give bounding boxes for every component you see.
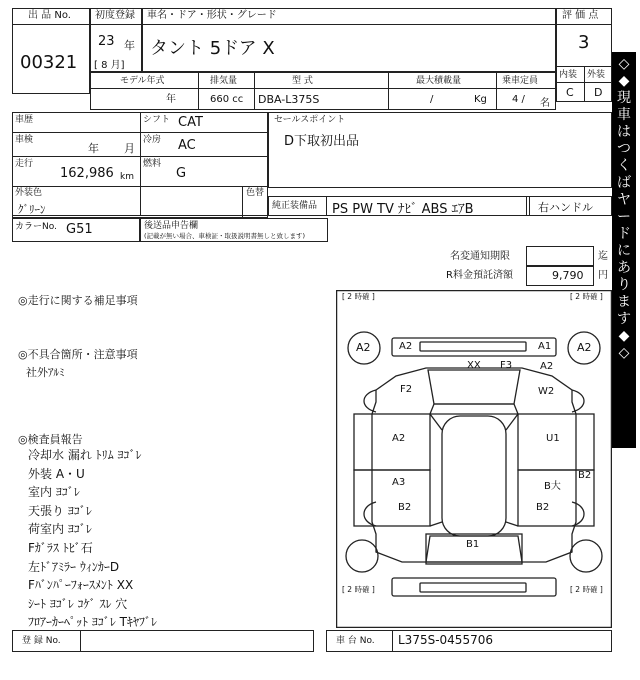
chassis-no: L375S-0455706 (398, 633, 493, 647)
yard-banner-char: ◆ (618, 328, 630, 344)
shift: CAT (178, 115, 203, 130)
grade-label: 評 価 点 (562, 10, 599, 21)
mileage-unit: km (120, 172, 134, 182)
first-registration-month: [ 8 月] (94, 60, 125, 71)
first-registration-year: 23 (98, 34, 115, 49)
color-no-label: カラーNo. (15, 222, 57, 232)
inspector-report-line: ﾌﾛｱｰｶｰﾍﾟｯﾄ ﾖｺﾞﾚ Tｷﾔﾌﾞﾚ (28, 615, 157, 630)
defects-title: ◎不具合箇所・注意事項 (18, 348, 138, 361)
car-name: タント 5ドア X (150, 38, 275, 59)
name-change-unit: 迄 (598, 251, 608, 262)
color-change-label: 色替 (246, 188, 265, 198)
yard-banner-char: ヤ (617, 192, 631, 208)
max-load: / (430, 94, 434, 105)
mark-hood-f3: F3 (500, 360, 513, 371)
yard-banner-char: あ (617, 260, 631, 276)
inspection-year-unit: 年 (88, 142, 99, 155)
mark-left-rear-door: A3 (392, 477, 406, 488)
name-change-field (526, 246, 594, 266)
yard-banner-char: ◇ (618, 345, 630, 361)
yard-banner (612, 52, 636, 448)
mark-left-front-door: A2 (392, 433, 406, 444)
exterior-grade-label: 外装 (587, 70, 606, 80)
equipment-label: 純正装備品 (272, 201, 318, 211)
diagram-tag-top-left: [ 2 時確 ] (342, 292, 375, 301)
fuel: G (176, 166, 187, 181)
interior-grade: C (566, 86, 574, 99)
car-diagram (336, 290, 612, 628)
inspector-report-line: 外装 A・U (28, 466, 85, 481)
sales-point-label: セールスポイント (274, 115, 346, 125)
yard-banner-char: く (617, 158, 631, 174)
recycle-label: R料金預託済額 (446, 270, 513, 281)
mileage: 162,986 (60, 166, 114, 181)
color-no: G51 (66, 222, 93, 237)
driving-notes-title: ◎走行に関する補足事項 (18, 294, 138, 307)
ext-color: ｸﾞﾘｰﾝ (18, 203, 46, 216)
lot-number-label: 出 品 No. (28, 10, 71, 21)
mark-front-bumper-left: A2 (399, 341, 413, 352)
recycle-unit: 円 (598, 270, 608, 281)
equipment: PS PW TV ﾅﾋﾞ ABS ｴｱB (332, 202, 474, 217)
mark-right-quarter: B2 (536, 502, 550, 513)
max-load-label: 最大積載量 (416, 76, 462, 86)
capacity-unit: 名 (540, 98, 550, 109)
yard-banner-char: ド (617, 226, 631, 242)
inspector-report-line: 室内 ﾖｺﾞﾚ (28, 485, 80, 500)
model-year-unit: 年 (166, 94, 176, 105)
mark-hood-xx: XX (467, 360, 481, 371)
model-year-label: モデル年式 (120, 76, 165, 86)
mark-right-w2: W2 (538, 386, 555, 397)
diagram-tag-top-right: [ 2 時確 ] (570, 292, 603, 301)
type-label: 型 式 (292, 76, 313, 86)
mark-right-rear-door: B大 (544, 481, 561, 492)
defect-line: 社外ｱﾙﾐ (26, 366, 65, 379)
capacity: 4 / (512, 94, 525, 105)
inspector-report-line: ｼｰﾄ ﾖｺﾞﾚ ｺｹﾞ ｽﾚ 穴 (28, 596, 128, 611)
shift-label: シフト (143, 115, 171, 125)
yard-banner-char: ◆ (618, 73, 630, 89)
yard-banner-char: は (617, 124, 631, 140)
yard-banner-char: に (617, 243, 631, 259)
inspector-report-line: Fﾊﾞﾝﾊﾟｰﾌｫｰｽﾒﾝﾄ XX (28, 578, 134, 593)
type-code: DBA-L375S (258, 93, 320, 106)
diagram-tag-bottom-right: [ 2 時確 ] (570, 585, 603, 594)
inspector-report-line: 天張り ﾖｺﾞﾚ (28, 503, 92, 518)
capacity-label: 乗車定員 (502, 76, 539, 86)
ac-label: 冷房 (143, 135, 162, 145)
inspection-month-unit: 月 (124, 142, 135, 155)
exterior-grade: D (594, 86, 603, 99)
inspector-report-title: ◎検査員報告 (18, 433, 83, 446)
mark-right-side-rear: B2 (578, 470, 592, 481)
inspector-report-line: 荷室内 ﾖｺﾞﾚ (28, 522, 92, 537)
yard-banner-char: り (617, 277, 631, 293)
inspector-report-line: Fｶﾞﾗｽ ﾄﾋﾞ石 (28, 541, 93, 555)
inspection-label: 車検 (15, 135, 34, 145)
displacement-label: 排気量 (210, 76, 238, 86)
ext-color-box (12, 186, 268, 218)
inspector-report-line: 左ﾄﾞｱﾐﾗｰ ｳｨﾝｶｰD (28, 559, 120, 574)
ext-color-label: 外装色 (15, 188, 43, 198)
yard-banner-char: ◇ (618, 56, 630, 72)
name-change-label: 名変通知期限 (450, 251, 510, 262)
displacement: 660 cc (210, 94, 244, 105)
history-label: 車歴 (15, 115, 34, 125)
mark-left-f2: F2 (400, 384, 413, 395)
mark-front-right-wheel: A2 (577, 341, 592, 354)
fuel-label: 燃料 (143, 159, 162, 169)
mark-right-front-door: U1 (546, 433, 560, 444)
mark-front-left-wheel: A2 (356, 341, 371, 354)
yard-banner-char: ー (617, 209, 631, 225)
steering-side: 右ハンドル (538, 201, 593, 214)
documents-note: (記載が無い場合、車検証・取扱説明書無しと致します) (144, 232, 306, 240)
mileage-label: 走行 (15, 159, 34, 169)
documents-label: 後送品申告欄 (144, 221, 199, 231)
yard-banner-char: つ (617, 141, 631, 157)
interior-grade-label: 内装 (559, 70, 578, 80)
yard-banner-char: 車 (617, 107, 631, 123)
inspector-report-line: 冷却水 漏れ ﾄﾘﾑ ﾖｺﾞﾚ (28, 448, 142, 462)
mark-left-quarter: B2 (398, 502, 412, 513)
lot-number: 00321 (20, 52, 78, 73)
first-registration-year-unit: 年 (124, 39, 135, 52)
grade-score: 3 (578, 32, 590, 53)
diagram-tag-bottom-left: [ 2 時確 ] (342, 585, 375, 594)
yard-banner-char: ば (617, 175, 631, 191)
first-registration-label: 初度登録 (95, 10, 135, 21)
sales-point: D下取初出品 (284, 134, 360, 149)
mark-rear-b1: B1 (466, 539, 480, 550)
registration-no-label: 登 録 No. (22, 636, 61, 646)
recycle-amount: 9,790 (552, 269, 584, 282)
chassis-no-label: 車 台 No. (336, 636, 375, 646)
yard-banner-char: ま (617, 294, 631, 310)
yard-banner-char: 現 (617, 90, 631, 106)
max-load-unit: Kg (474, 94, 487, 105)
ac: AC (178, 138, 196, 153)
mark-front-bumper-right: A1 (538, 341, 552, 352)
car-name-label: 車名・ドア・形状・グレード (147, 10, 277, 21)
mark-right-fender: A2 (540, 361, 554, 372)
yard-banner-char: す (617, 311, 631, 327)
